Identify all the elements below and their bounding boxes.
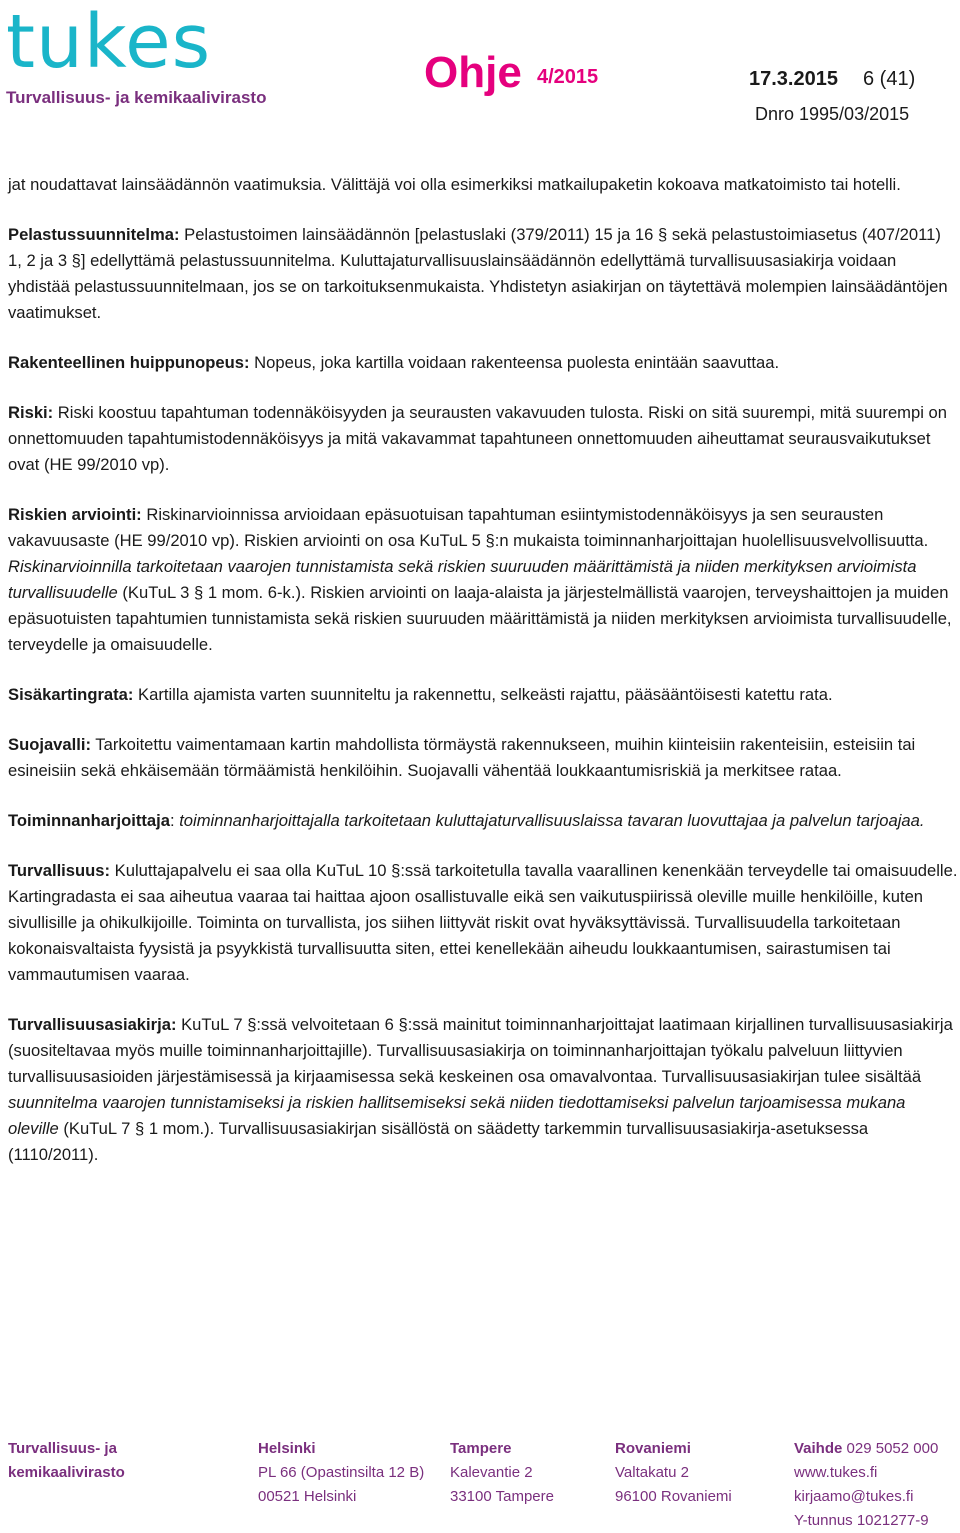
term: Turvallisuusasiakirja: bbox=[8, 1015, 177, 1034]
document-body bbox=[8, 172, 958, 1192]
term: Rakenteellinen huippunopeus: bbox=[8, 353, 250, 372]
definition-toiminnanharjoittaja: Toiminnanharjoittaja: toiminnanharjoittajalla tarkoitetaan kuluttajaturvallisuuslaissa tavaran luovuttajaa ja palvelun tarjoajaa. bbox=[8, 811, 925, 830]
footer-organization: Turvallisuus- ja kemikaalivirasto bbox=[8, 1440, 125, 1481]
document-date: 17.3.2015 bbox=[749, 68, 838, 90]
page-number: 6 (41) bbox=[863, 68, 916, 90]
tukes-logo bbox=[6, 0, 267, 108]
definition-turvallisuusasiakirja: Turvallisuusasiakirja: KuTuL 7 §:ssä velvoitetaan 6 §:ssä mainitut toiminnanharjoittajat laatimaan kirjallinen turvallisuusasiakirja (suositeltavaa myös muille toiminnanharjoittajille). Turvallisuusasiakirja on toiminnanharjoittajan työkalu palveluun liittyvien turvallisuusasioiden järjestämisessä ja kirjaamisessa sekä keskeinen osa omavalvontaa. Turvallisuusasiakirjan tulee sisältää suunnitelma vaarojen tunnistamiseksi ja riskien hallitsemiseksi sekä niiden tiedottamiseksi palvelun tarjoamisessa mukana oleville (KuTuL 7 § 1 mom.). Turvallisuusasiakirjan sisällöstä on säädetty tarkemmin turvallisuusasiakirja-asetuksessa (1110/2011). bbox=[8, 1015, 953, 1164]
footer-rovaniemi: Rovaniemi Valtakatu 2 96100 Rovaniemi bbox=[615, 1440, 732, 1505]
paragraph: jat noudattavat lainsäädännön vaatimuksia. Välittäjä voi olla esimerkiksi matkailupaketin kokoava matkatoimisto tai hotelli. bbox=[8, 175, 901, 194]
term: Pelastussuunnitelma: bbox=[8, 225, 180, 244]
definition-riski: Riski: Riski koostuu tapahtuman todennäköisyyden ja seurausten vakavuuden tulosta. Riski on sitä suurempi, mitä suurempi on onnettomuuden tapahtumistodennäköisyys ja mitä vakavammat tapahtuneen onnettomuuden aiheuttamat seurausvaikutukset ovat (HE 99/2010 vp). bbox=[8, 403, 947, 474]
footer-helsinki: Helsinki PL 66 (Opastinsilta 12 B) 00521 Helsinki bbox=[258, 1440, 425, 1505]
footer-tampere: Tampere Kalevantie 2 33100 Tampere bbox=[450, 1440, 554, 1505]
term: Toiminnanharjoittaja bbox=[8, 811, 170, 830]
document-number: 4/2015 bbox=[537, 66, 599, 88]
footer-contact: Vaihde 029 5052 000 www.tukes.fi kirjaamo@tukes.fi Y-tunnus 1021277-9 bbox=[794, 1440, 939, 1529]
definition-suojavalli: Suojavalli: Tarkoitettu vaimentamaan kartin mahdollista törmäystä rakennukseen, muihin kiinteisiin rakenteisiin, esteisiin tai esineisiin sekä ehkäisemään törmäämistä henkilöihin. Suojavalli vähentää loukkaantumisriskiä ja merkitsee rataa. bbox=[8, 735, 916, 780]
website-link[interactable]: www.tukes.fi bbox=[794, 1464, 878, 1481]
logo-subtitle: Turvallisuus- ja kemikaalivirasto bbox=[6, 88, 267, 107]
logo-wordmark: tukes bbox=[6, 0, 212, 85]
term: Sisäkartingrata: bbox=[8, 685, 134, 704]
document-record-number: Dnro 1995/03/2015 bbox=[755, 104, 910, 124]
definition-huippunopeus: Rakenteellinen huippunopeus: Nopeus, joka kartilla voidaan rakenteensa puolesta enintään saavuttaa. bbox=[8, 353, 780, 372]
term: Riski: bbox=[8, 403, 54, 422]
term: Riskien arviointi: bbox=[8, 505, 142, 524]
email-link[interactable]: kirjaamo@tukes.fi bbox=[794, 1488, 914, 1505]
definition-pelastussuunnitelma: Pelastussuunnitelma: Pelastustoimen lainsäädännön [pelastuslaki (379/2011) 15 ja 16 § sekä pelastustoimiasetus (407/2011) 1, 2 ja 3 §] edellyttämä pelastussuunnitelma. Kuluttajaturvallisuuslainsäädännön edellyttämä turvallisuusasiakirja voidaan yhdistää pelastussuunnitelmaan, jos se on tarkoituksenmukaista. Yhdistetyn asiakirjan on täytettävä molempien lainsäädäntöjen vaatimukset. bbox=[8, 225, 948, 322]
definition-sisakartingrata: Sisäkartingrata: Kartilla ajamista varten suunniteltu ja rakennettu, selkeästi rajattu, pääsääntöisesti katettu rata. bbox=[8, 685, 833, 704]
term: Suojavalli: bbox=[8, 735, 91, 754]
definition-riskien-arviointi: Riskien arviointi: Riskinarvioinnissa arvioidaan epäsuotuisan tapahtuman esiintymistodennäköisyys ja sen seurausten vakavuusaste (HE 99/2010 vp). Riskien arviointi on osa KuTuL 5 §:n mukaista toiminnanharjoittajan huolellisuusvelvollisuutta. Riskinarvioinnilla tarkoitetaan vaarojen tunnistamista sekä riskien suuruuden määrittämistä ja niiden merkityksen arvioimista turvallisuudelle (KuTuL 3 § 1 mom. 6-k.). Riskien arviointi on laaja-alaista ja järjestelmällistä vaarojen, terveyshaittojen ja muiden epäsuotuisten tapahtumien tunnistamista sekä riskien suuruuden määrittämistä ja niiden merkityksen arvioimista turvallisuudelle, terveydelle ja omaisuudelle. bbox=[8, 505, 952, 654]
term: Turvallisuus: bbox=[8, 861, 111, 880]
definition-turvallisuus: Turvallisuus: Kuluttajapalvelu ei saa olla KuTuL 10 §:ssä tarkoitetulla tavalla vaarallinen kenenkään terveydelle tai omaisuudelle. Kartingradasta ei saa aiheutua vaaraa tai haittaa ajoon osallistuvalle eikä sen vaikutuspiirissä oleville muille henkilöille, kuten sivullisille ja ohikulkijoille. Toiminta on turvallista, jos siihen liittyvät riskit ovat hyväksyttävissä. Turvallisuudella tarkoitetaan kokonaisvaltaista fyysistä ja psyykkistä turvallisuutta siten, ettei kenellekään aiheudu loukkaantumisen, sairastumisen tai vammautumisen vaaraa. bbox=[8, 861, 958, 984]
document-type: Ohje bbox=[424, 48, 522, 97]
